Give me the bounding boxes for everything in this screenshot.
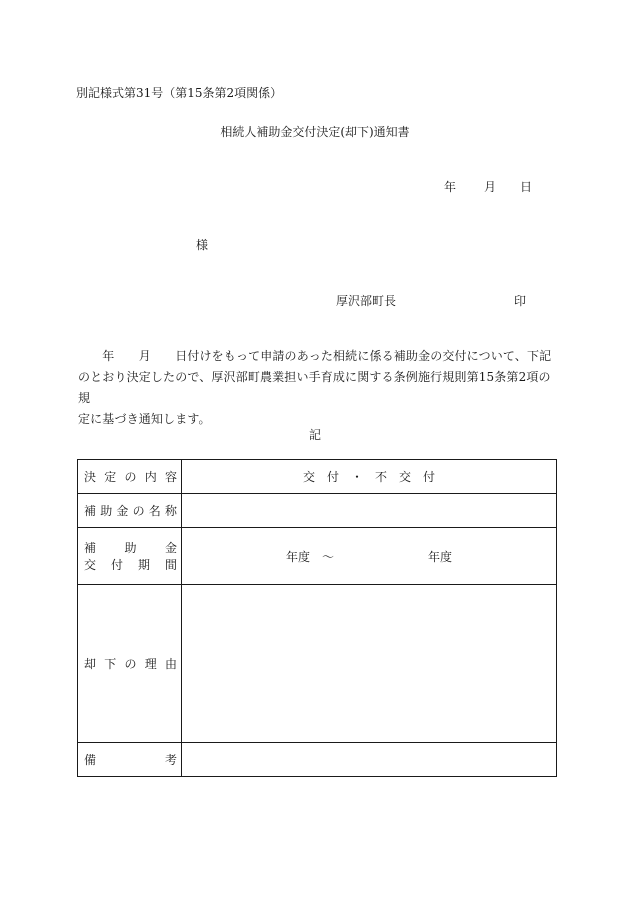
form-number: 別記様式第31号（第15条第2項関係） xyxy=(76,86,283,100)
remarks-field[interactable] xyxy=(182,743,557,777)
ki-heading: 記 xyxy=(308,428,321,442)
rejection-reason-label: 却 下 の 理 由 xyxy=(78,585,182,743)
period-field[interactable] xyxy=(182,528,557,585)
decision-label: 決 定 の 内 容 xyxy=(78,460,182,494)
period-end: 年度 xyxy=(428,549,453,564)
body-line-1: 年 月 日付けをもって申請のあった相続に係る補助金の交付について、下記 xyxy=(78,349,552,363)
addressee-honorific: 様 xyxy=(196,238,209,252)
date-year-label: 年 xyxy=(444,180,457,194)
table-row-subsidy-name xyxy=(78,494,557,528)
table-row-rejection-reason xyxy=(78,585,557,743)
period-start: 年度 ～ xyxy=(285,549,334,564)
date-line xyxy=(444,178,532,195)
details-table xyxy=(77,459,557,777)
remarks-label: 備 考 xyxy=(78,743,182,777)
table-row-period xyxy=(78,528,557,585)
body-text xyxy=(78,346,552,430)
subsidy-name-label: 補 助 金 の 名 称 xyxy=(78,494,182,528)
document-title: 相続人補助金交付決定(却下)通知書 xyxy=(220,125,410,139)
date-month-label: 月 xyxy=(484,180,497,194)
subsidy-name-field[interactable] xyxy=(182,494,557,528)
seal-mark: 印 xyxy=(514,294,527,308)
date-day-label: 日 xyxy=(520,180,533,194)
rejection-reason-field[interactable] xyxy=(182,585,557,743)
body-line-3: 定に基づき通知します。 xyxy=(78,412,211,426)
body-line-2: のとおり決定したので、厚沢部町農業担い手育成に関する条例施行規則第15条第2項の規 xyxy=(78,370,551,405)
table-row-remarks xyxy=(78,743,557,777)
decision-value[interactable]: 交 付 ・ 不 交 付 xyxy=(182,460,557,494)
period-label xyxy=(78,528,182,585)
period-label-line-1: 補 助 金 xyxy=(84,541,177,555)
table-row-decision xyxy=(78,460,557,494)
period-label-line-2: 交 付 期 間 xyxy=(84,558,177,572)
issuer-name: 厚沢部町長 xyxy=(336,294,397,308)
